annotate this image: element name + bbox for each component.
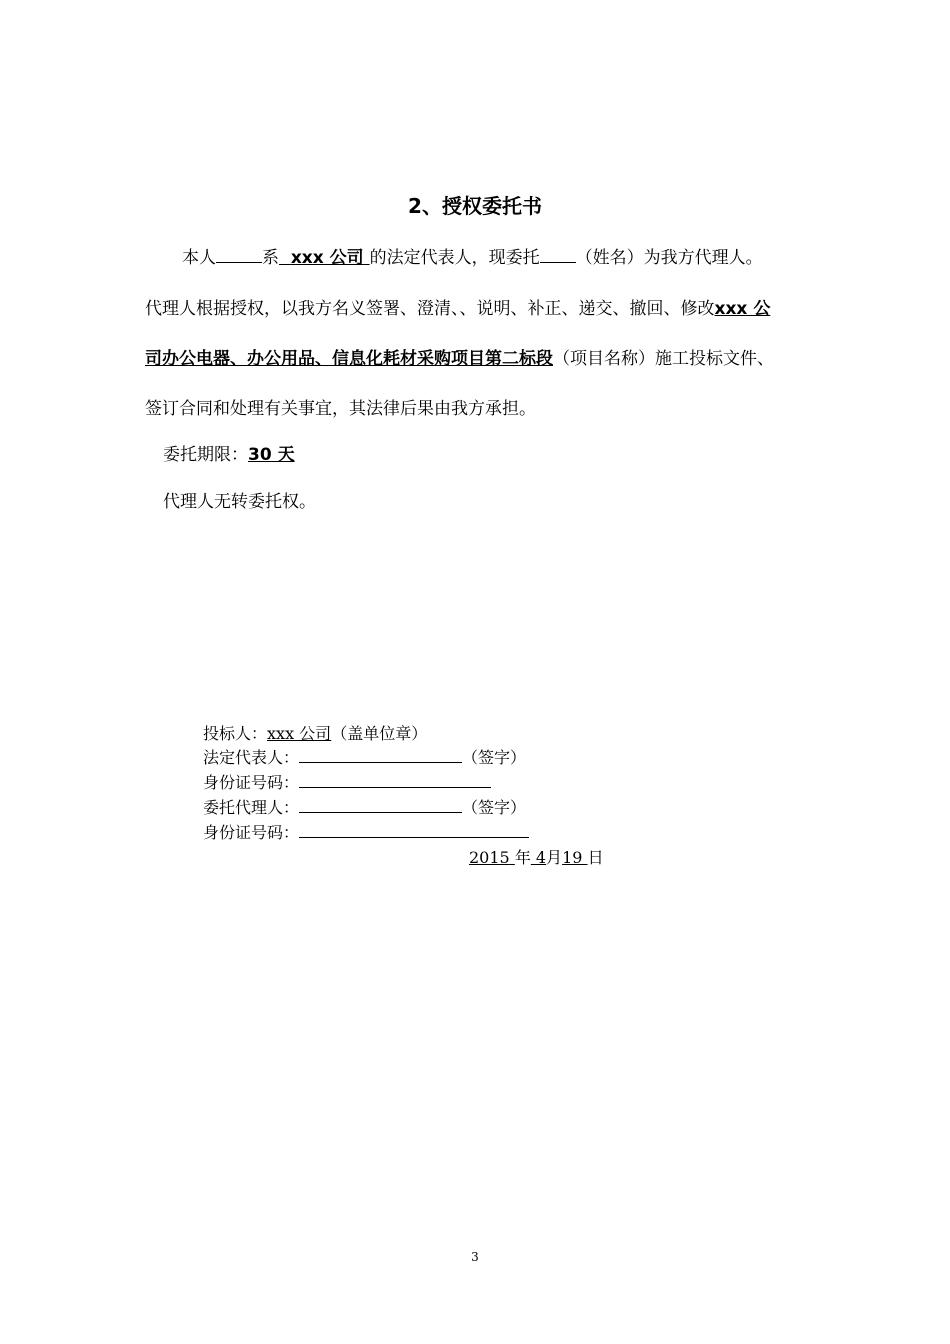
document-title: 2、授权委托书 bbox=[408, 194, 542, 218]
id-label: 身份证号码： bbox=[203, 823, 300, 842]
text: （项目名称）施工投标文件、 bbox=[553, 349, 774, 369]
agent-label: 委托代理人： bbox=[203, 798, 300, 817]
id-number-line-2 bbox=[203, 820, 529, 843]
bidder-line bbox=[203, 721, 427, 744]
agent-signature-blank bbox=[299, 797, 462, 813]
term-line bbox=[163, 440, 295, 465]
legal-rep-sign-note: （签字） bbox=[462, 748, 527, 767]
no-transfer-line: 代理人无转委托权。 bbox=[163, 492, 316, 512]
name-blank bbox=[540, 246, 576, 263]
paragraph-line-3 bbox=[145, 344, 774, 369]
blank-line bbox=[216, 246, 262, 263]
id-label: 身份证号码： bbox=[203, 773, 300, 792]
legal-rep-line bbox=[203, 745, 526, 768]
date-year: 2015 bbox=[469, 848, 510, 867]
bidder-company: xxx 公司 bbox=[267, 724, 332, 743]
id-number-line-1 bbox=[203, 770, 491, 793]
date-line bbox=[469, 845, 604, 868]
date-day: 19 bbox=[562, 848, 583, 867]
project-name-part-2: 司办公电器、办公用品、信息化耗材采购项目第二标段 bbox=[145, 349, 553, 369]
bidder-seal: （盖单位章） bbox=[331, 724, 428, 743]
date-month: 4 bbox=[535, 848, 547, 867]
paragraph-line-1 bbox=[182, 243, 763, 268]
bidder-label: 投标人： bbox=[203, 724, 268, 743]
date-day-unit: 日 bbox=[587, 848, 604, 867]
date-month-unit: 月 bbox=[546, 848, 563, 867]
text: 代理人根据授权，以我方名义签署、澄清、、说明、补正、递交、撤回、修改 bbox=[145, 299, 715, 319]
page-number: 3 bbox=[471, 1250, 479, 1264]
text: 签订合同和处理有关事宜，其法律后果由我方承担。 bbox=[145, 399, 536, 419]
text: 本人 bbox=[182, 248, 216, 268]
agent-sign-note: （签字） bbox=[462, 798, 527, 817]
id-number-blank bbox=[299, 822, 529, 838]
term-label: 委托期限： bbox=[163, 445, 248, 465]
paragraph-line-2 bbox=[145, 294, 770, 319]
legal-rep-label: 法定代表人： bbox=[203, 748, 300, 767]
id-number-blank bbox=[299, 772, 491, 788]
text: 系 bbox=[262, 248, 279, 268]
project-name-part-1: xxx 公 bbox=[714, 299, 771, 319]
text: （姓名）为我方代理人。 bbox=[575, 248, 763, 268]
date-year-unit: 年 bbox=[514, 848, 531, 867]
text: 的法定代表人，现委托 bbox=[369, 248, 540, 268]
legal-rep-signature-blank bbox=[299, 747, 462, 763]
company-name: xxx 公司 bbox=[290, 248, 364, 268]
paragraph-line-4 bbox=[145, 394, 536, 419]
term-value: 30 天 bbox=[248, 445, 295, 465]
agent-line bbox=[203, 795, 526, 818]
